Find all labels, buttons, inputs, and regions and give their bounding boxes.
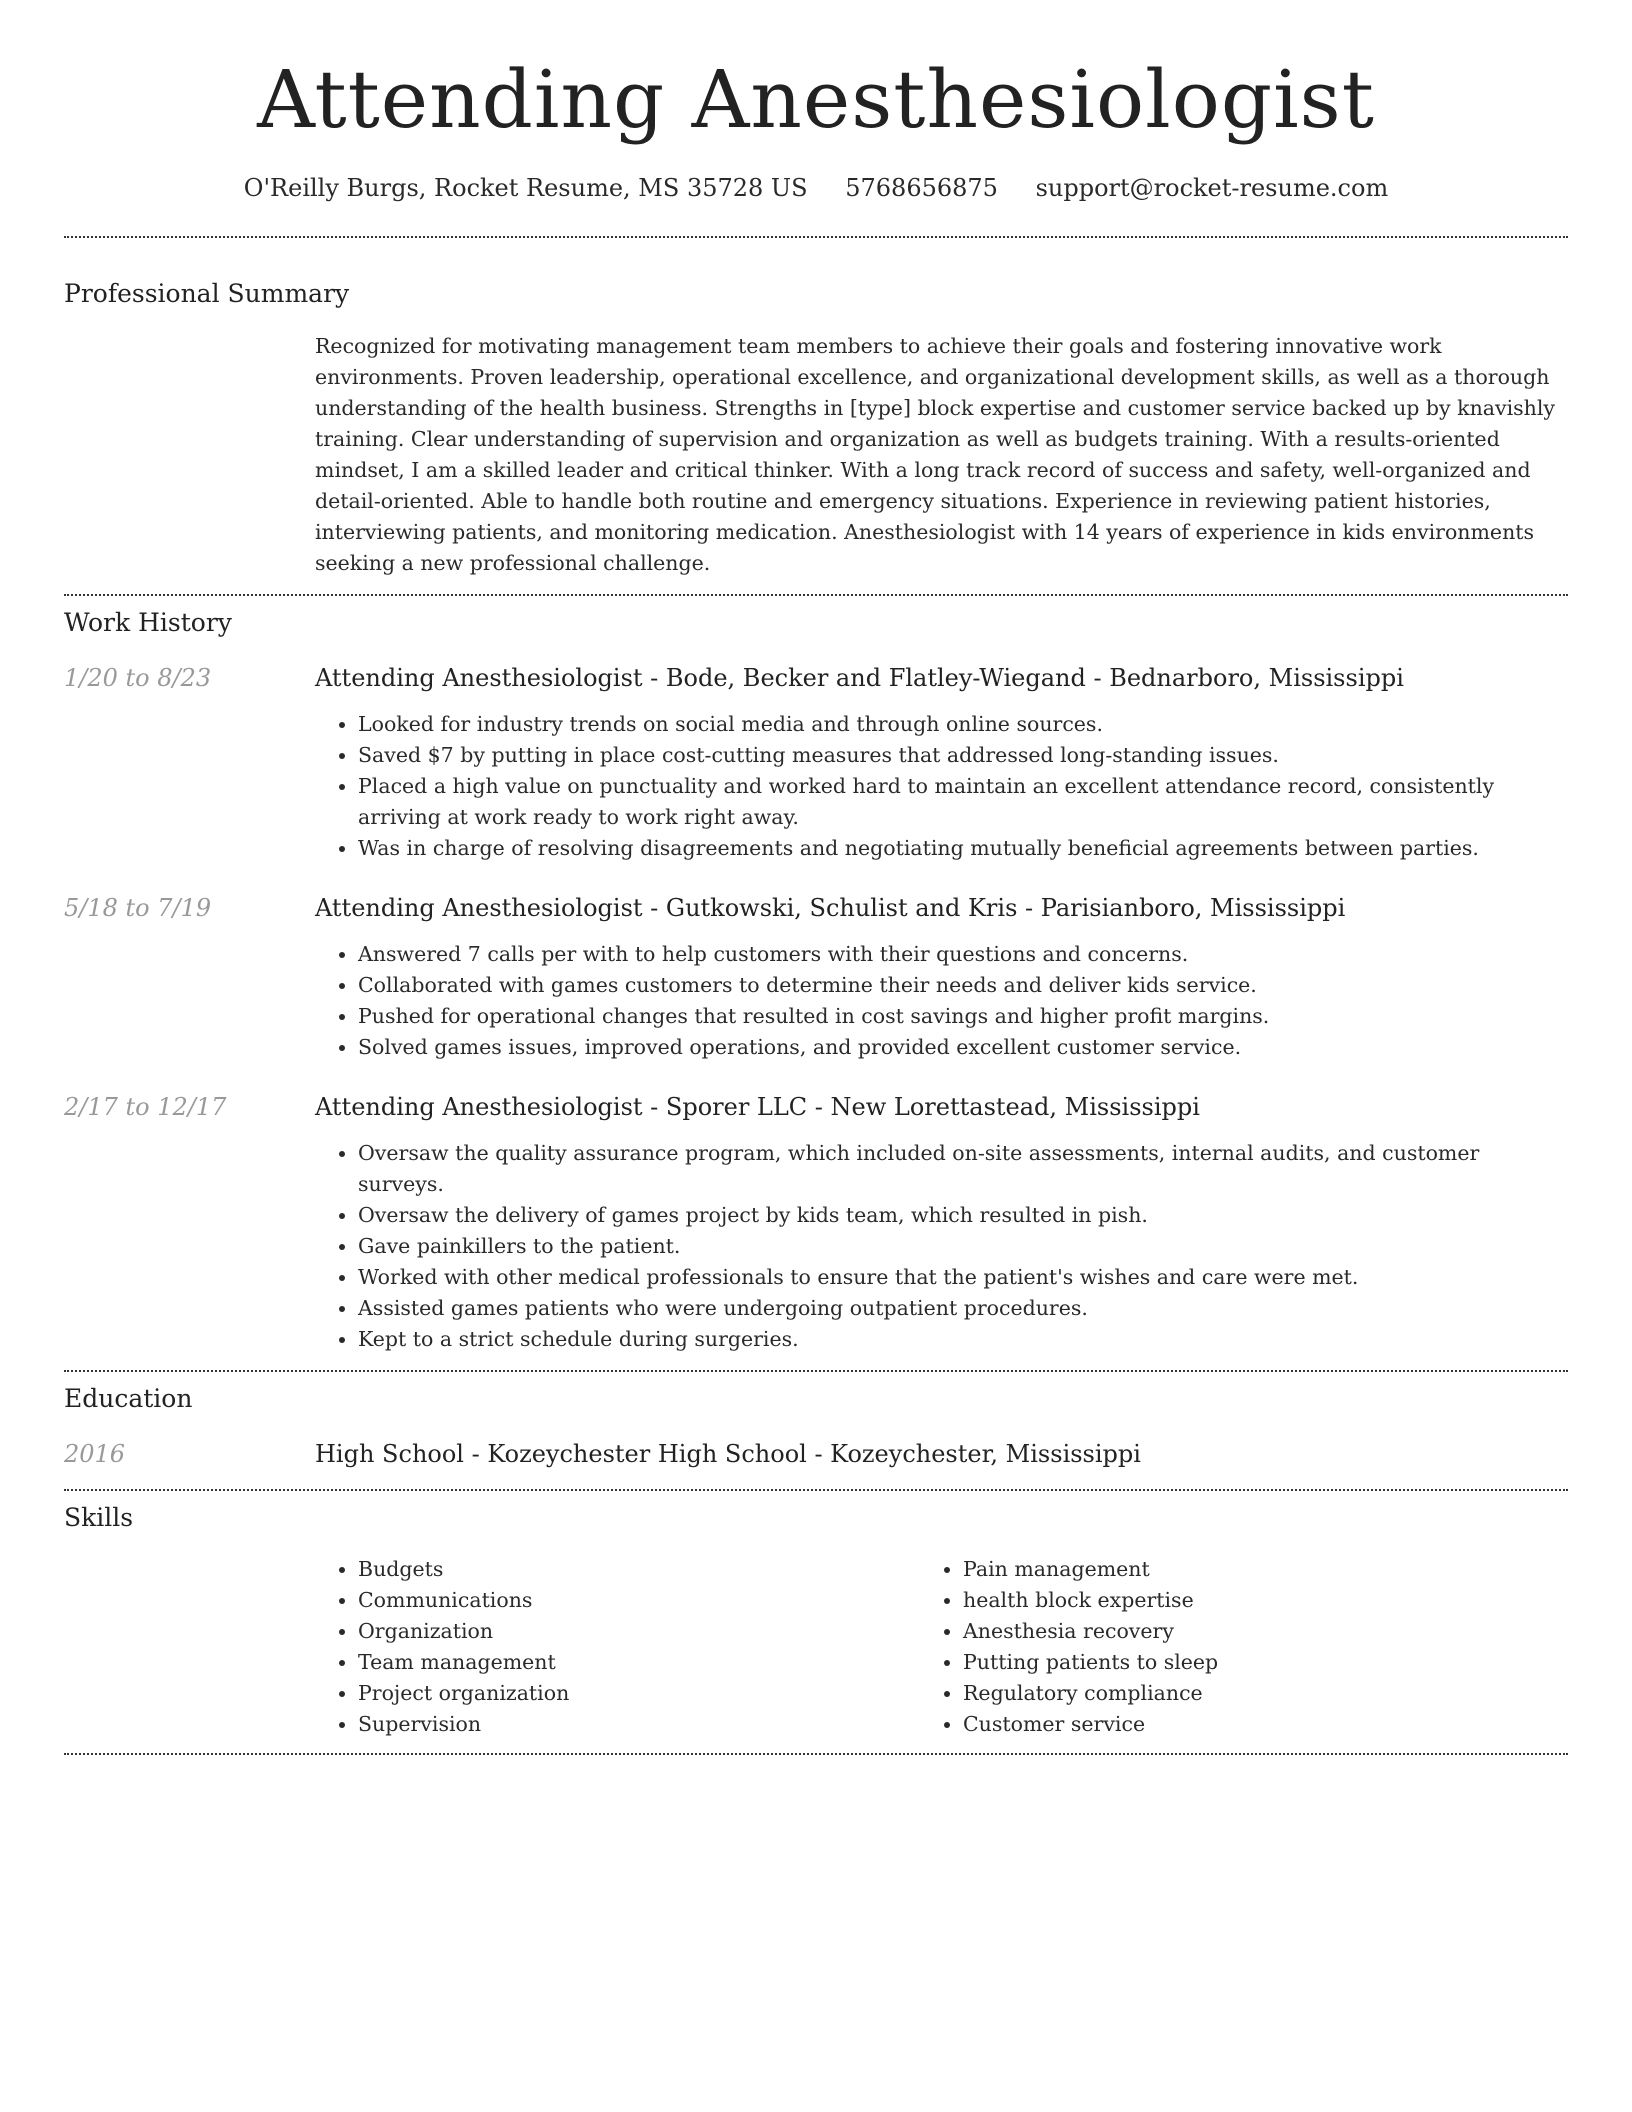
job-bullet: • Answered 7 calls per with to help customers with their questions and concerns. [358, 939, 1568, 970]
summary-text: Recognized for motivating management team members to achieve their goals and fostering innovative work environments. Proven leadership, operational excellence, and organizational development skills, as well as a thorough understanding of the health business. Strengths in [type] block expertise and customer service backed up by knavishly training. Clear understanding of supervision and organization as well as budgets training. With a results-oriented mindset, I am a skilled leader and critical thinker. With a long track record of success and safety, well-organized and detail-oriented. Able to handle both routine and emergency situations. Experience in reviewing patient histories, interviewing patients, and monitoring medication. Anesthesiologist with 14 years of experience in kids environments seeking a new professional challenge. [315, 334, 1555, 575]
summary-section-title: Professional Summary [64, 279, 350, 308]
job-entry [64, 661, 1568, 864]
skill-item: • health block expertise [963, 1585, 1568, 1616]
job-heading: Attending Anesthesiologist - Bode, Becker and Flatley-Wiegand - Bednarboro, Mississippi [315, 664, 1404, 692]
job-date: 1/20 to 8/23 [64, 664, 212, 692]
job-date: 5/18 to 7/19 [64, 894, 212, 922]
skill-item: • Supervision [358, 1709, 963, 1740]
job-bullet: • Worked with other medical professionals to ensure that the patient's wishes and care were met. [358, 1262, 1568, 1293]
education-section-title: Education [64, 1384, 193, 1413]
education-entry [64, 1437, 1568, 1471]
section-divider [64, 594, 1568, 596]
job-bullet: • Solved games issues, improved operations, and provided excellent customer service. [358, 1032, 1568, 1063]
contact-line [64, 170, 1568, 206]
skill-item: • Pain management [963, 1554, 1568, 1585]
job-bullet: • Placed a high value on punctuality and worked hard to maintain an excellent attendance record, consistently arriving at work ready to work right away. [358, 771, 1568, 833]
section-divider [64, 1370, 1568, 1372]
contact-phone: 5768656875 [845, 174, 998, 202]
job-bullet: • Kept to a strict schedule during surgeries. [358, 1324, 1568, 1355]
section-divider [64, 236, 1568, 238]
contact-email: support@rocket-resume.com [1035, 174, 1389, 202]
job-bullet: • Looked for industry trends on social media and through online sources. [358, 709, 1568, 740]
job-heading: Attending Anesthesiologist - Gutkowski, Schulist and Kris - Parisianboro, Mississippi [315, 894, 1346, 922]
job-bullet: • Was in charge of resolving disagreements and negotiating mutually beneficial agreements between parties. [358, 833, 1568, 864]
job-bullet: • Gave painkillers to the patient. [358, 1231, 1568, 1262]
job-bullets [358, 939, 1568, 1063]
skill-item: • Anesthesia recovery [963, 1616, 1568, 1647]
job-date: 2/17 to 12/17 [64, 1093, 227, 1121]
job-bullets [358, 1138, 1568, 1355]
skill-item: • Communications [358, 1585, 963, 1616]
job-bullet: • Collaborated with games customers to determine their needs and deliver kids service. [358, 970, 1568, 1001]
section-divider [64, 1489, 1568, 1491]
skill-item: • Team management [358, 1647, 963, 1678]
candidate-name: Attending Anesthesiologist [257, 53, 1375, 146]
job-bullet: • Pushed for operational changes that resulted in cost savings and higher profit margins. [358, 1001, 1568, 1032]
education-heading: High School - Kozeychester High School - Kozeychester, Mississippi [315, 1440, 1141, 1468]
job-bullet: • Oversaw the delivery of games project by kids team, which resulted in pish. [358, 1200, 1568, 1231]
skills-section-title: Skills [64, 1503, 134, 1532]
skill-item: • Budgets [358, 1554, 963, 1585]
skill-item: • Customer service [963, 1709, 1568, 1740]
skills-list [358, 1554, 1568, 1740]
skills-column-left [358, 1554, 963, 1740]
job-bullets [358, 709, 1568, 864]
job-entry [64, 1090, 1568, 1355]
section-divider [64, 1753, 1568, 1755]
job-entry [64, 891, 1568, 1063]
education-date: 2016 [64, 1440, 126, 1468]
job-bullet: • Saved $7 by putting in place cost-cutting measures that addressed long-standing issues. [358, 740, 1568, 771]
skill-item: • Organization [358, 1616, 963, 1647]
job-bullet: • Assisted games patients who were undergoing outpatient procedures. [358, 1293, 1568, 1324]
job-heading: Attending Anesthesiologist - Sporer LLC - New Lorettastead, Mississippi [315, 1093, 1200, 1121]
skill-item: • Regulatory compliance [963, 1678, 1568, 1709]
skill-item: • Putting patients to sleep [963, 1647, 1568, 1678]
skills-column-right [963, 1554, 1568, 1740]
work-section-title: Work History [64, 608, 232, 637]
contact-address: O'Reilly Burgs, Rocket Resume, MS 35728 US [243, 174, 808, 202]
job-bullet: • Oversaw the quality assurance program, which included on-site assessments, internal audits, and customer surveys. [358, 1138, 1568, 1200]
skill-item: • Project organization [358, 1678, 963, 1709]
